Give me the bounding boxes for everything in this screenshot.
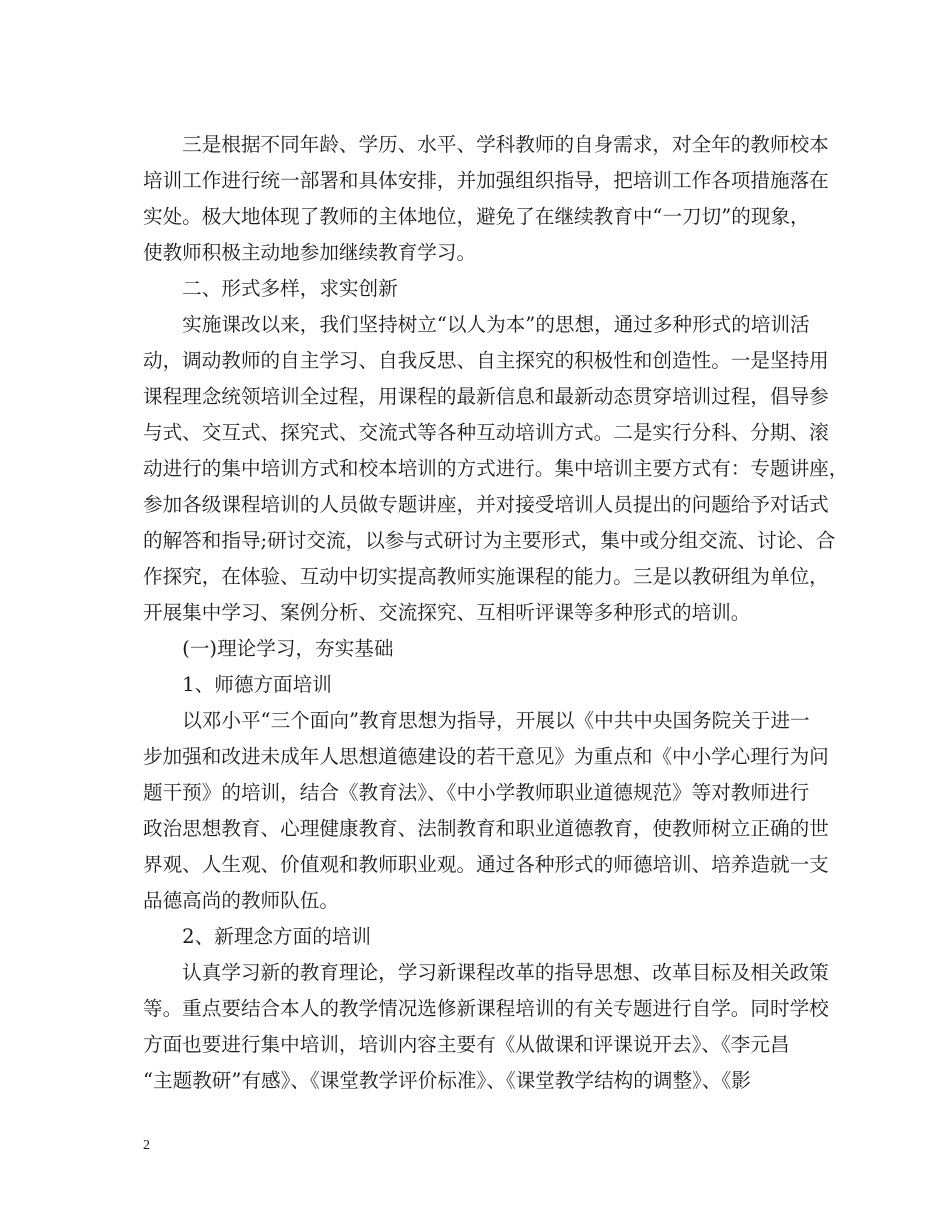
text-line: 课程理念统领培训全过程，用课程的最新信息和最新动态贯穿培训过程，倡导参	[143, 385, 829, 408]
text-line: “主题教研”有感》、《课堂教学评价标准》、《课堂教学结构的调整》、《影	[143, 1069, 751, 1092]
section-heading: 二、形式多样，求实创新	[143, 277, 398, 300]
text-line: 以邓小平“三个面向”教育思想为指导，开展以《中共中央国务院关于进一	[143, 709, 810, 732]
text-line: 使教师积极主动地参加继续教育学习。	[143, 241, 477, 264]
text-line: 作探究，在体验、互动中切实提高教师实施课程的能力。三是以教研组为单位，	[143, 565, 829, 588]
text-line: 政治思想教育、心理健康教育、法制教育和职业道德教育，使教师树立正确的世	[143, 817, 829, 840]
text-line: 培训工作进行统一部署和具体安排，并加强组织指导，把培训工作各项措施落在	[143, 169, 829, 192]
text-line: 动进行的集中培训方式和校本培训的方式进行。集中培训主要方式有：专题讲座，	[143, 457, 849, 480]
text-line: 品德高尚的教师队伍。	[143, 889, 339, 912]
text-line: 题干预》的培训，结合《教育法》、《中小学教师职业道德规范》等对教师进行	[143, 781, 810, 804]
subsection-heading: (一)理论学习，夯实基础	[143, 637, 394, 660]
text-line: 认真学习新的教育理论，学习新课程改革的指导思想、改革目标及相关政策	[143, 961, 829, 984]
text-line: 实施课改以来，我们坚持树立“以人为本”的思想，通过多种形式的培训活	[143, 313, 810, 336]
text-line: 方面也要进行集中培训，培训内容主要有《从做课和评课说开去》、《李元昌	[143, 1033, 790, 1056]
text-line: 动，调动教师的自主学习、自我反思、自主探究的积极性和创造性。一是坚持用	[143, 349, 829, 372]
subsection-heading: 1、师德方面培训	[143, 673, 332, 696]
text-line: 等。重点要结合本人的教学情况选修新课程培训的有关专题进行自学。同时学校	[143, 997, 829, 1020]
text-line: 的解答和指导;研讨交流，以参与式研讨为主要形式，集中或分组交流、讨论、合	[143, 529, 836, 552]
text-line: 与式、交互式、探究式、交流式等各种互动培训方式。二是实行分科、分期、滚	[143, 421, 829, 444]
document-body	[143, 127, 849, 1099]
page-number: 2	[143, 1138, 150, 1153]
text-line: 开展集中学习、案例分析、交流探究、互相听评课等多种形式的培训。	[143, 601, 751, 624]
text-line: 三是根据不同年龄、学历、水平、学科教师的自身需求，对全年的教师校本	[143, 133, 829, 156]
text-line: 步加强和改进未成年人思想道德建设的若干意见》为重点和《中小学心理行为问	[143, 745, 829, 768]
text-line: 参加各级课程培训的人员做专题讲座，并对接受培训人员提出的问题给予对话式	[143, 493, 829, 516]
subsection-heading: 2、新理念方面的培训	[143, 925, 371, 948]
text-line: 实处。极大地体现了教师的主体地位，避免了在继续教育中“一刀切”的现象，	[143, 205, 810, 228]
text-line: 界观、人生观、价值观和教师职业观。通过各种形式的师德培训、培养造就一支	[143, 853, 829, 876]
